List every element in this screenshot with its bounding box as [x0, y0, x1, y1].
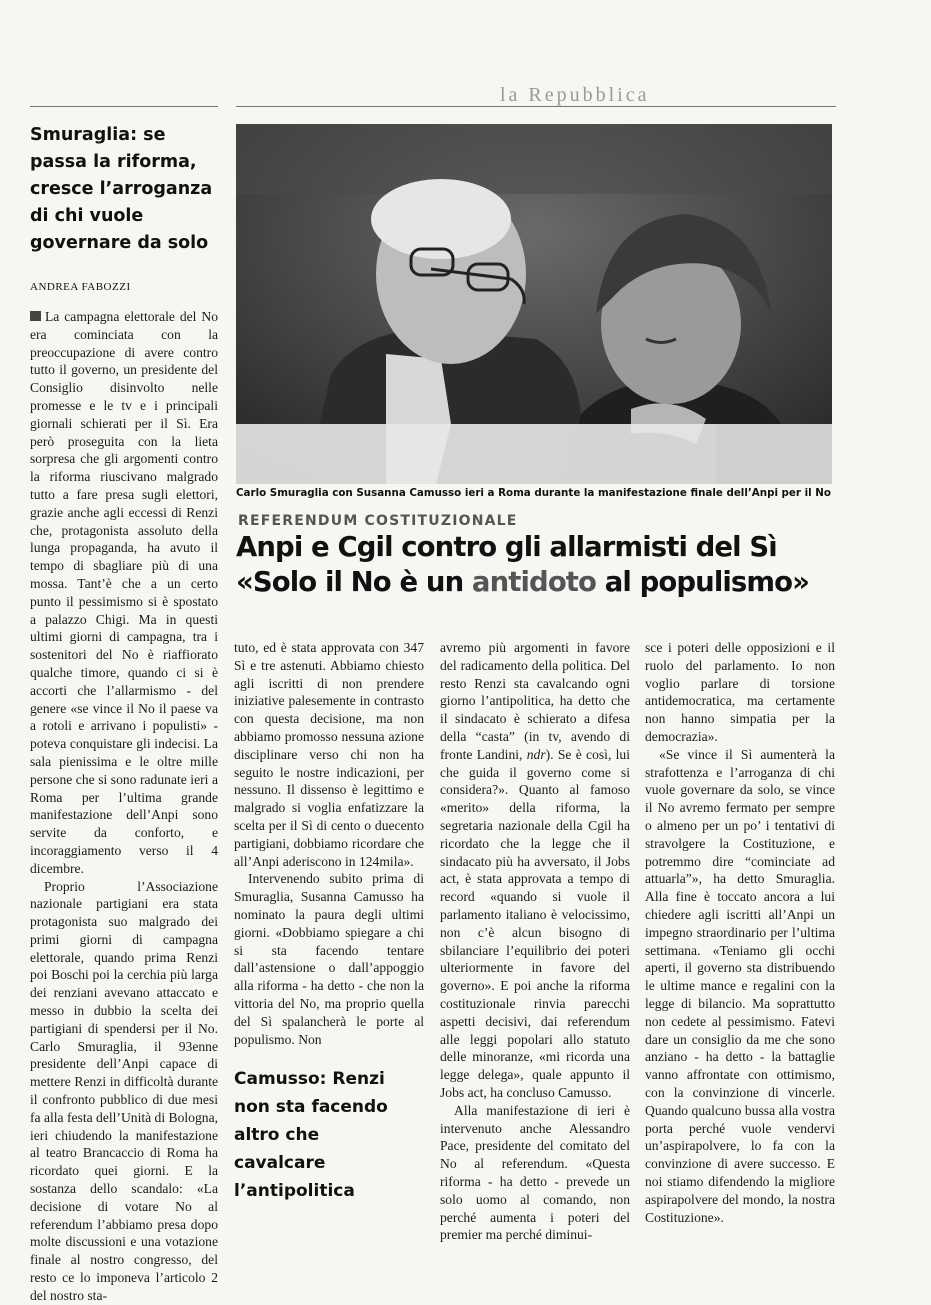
- headline-line-2: «Solo il No è un antidoto al populismo»: [236, 566, 809, 598]
- sidebar-headline-line: di chi vuole: [30, 206, 144, 226]
- article-column-3: [440, 639, 630, 1244]
- article-column-2: [234, 639, 424, 1048]
- pull-quote: [234, 1065, 424, 1205]
- photo-caption: Carlo Smuraglia con Susanna Camusso ieri a Roma durante la manifestazione finale dell’Anpi per il No: [236, 487, 831, 499]
- author-byline: ANDREA FABOZZI: [30, 281, 131, 293]
- photo-smuraglia-camusso: [236, 124, 832, 484]
- main-headline: [236, 530, 836, 600]
- paragraph: La campagna elettorale del No era cominciata con la preoccupazione di avere contro tutto il governo, un presidente del Consiglio disinvolto nelle promesse e le tv e i principali giornali schierati per il Sì. Era però proseguita con la lieta sorpresa che gli argomenti contro la riforma riuscivano malgrado tutto a fare presa sugli elettori, grazie anche agli eccessi di Renzi che, protagonista assoluto della lunga propaganda, ha avuto il tempo di sbagliare più di una mossa. Tant’è che a un certo punto il pessimismo si è spostato a palazzo Chigi. Ma in questi ultimi giorni di campagna, tra i sostenitori del No è riaffiorato qualche timore, quando ci si è accorti che l’allarmismo - del genere «se vince il No il paese va a rotoli e arrivano i populisti» - poteva conquistare gli indecisi. La sala pienissima e le oltre mille persone che si sono radunate ieri a Roma per l’ultima grande manifestazione dell’Anpi sono servite da conforto, e incoraggiamento verso il 4 dicembre.: [30, 309, 218, 876]
- pull-quote-line: l’antipolitica: [234, 1181, 355, 1201]
- sidebar-headline-line: Smuraglia: se: [30, 125, 166, 145]
- pull-quote-line: cavalcare: [234, 1153, 326, 1173]
- pull-quote-line: non sta facendo: [234, 1097, 388, 1117]
- paragraph: Alla manifestazione di ieri è intervenuto anche Alessandro Pace, presidente del comitato del No al referendum. «Questa riforma - ha detto - prevede un solo uomo al comando, non perché aumenta i poteri del premier ma perché diminui-: [440, 1102, 630, 1243]
- paragraph: «Se vince il Sì aumenterà la strafottenza e l’arroganza di chi vuole governare da solo, se vince il No avremo fermato per sempre o almeno per un po’ i tentativi di stravolgere la Costituzione, e potremmo dire “cominciate ad attuarla”», ha detto Smuraglia. Alla fine è toccato ancora a lui chiedere agli iscritti all’Anpi un impegno straordinario per l’ultima settimana. «Teniamo gli occhi aperti, il governo sta distribuendo le ultime mance e regalini con la legge di bilancio. Ma soprattutto non cedete al pessimismo. Fatevi dare un consiglio da me che sono anziano - ha detto - la battaglie vanno affrontate con ottimismo, con la convinzione di vincerle. Quando qualcuno bussa alla vostra porta perché vuole vendervi un’aspirapolvere, lo fa con la convinzione di avere successo. E noi stiamo difendendo la migliore aspirapolvere del mondo, la nostra Costituzione».: [645, 746, 835, 1225]
- top-rule-right: [236, 106, 836, 107]
- sidebar-headline-line: cresce l’arroganza: [30, 179, 213, 199]
- section-kicker: REFERENDUM COSTITUZIONALE: [238, 513, 518, 529]
- paragraph: avremo più argomenti in favore del radicamento della politica. Del resto Renzi sta cavalcando ogni giorno l’antipolitica, ha detto che il sindacato è schierato a difesa della “casta” (in tv, avendo di fronte Landini, ndr). Se è così, lui che guida il governo come si considera?». Quanto al famoso «merito» della riforma, la segretaria nazionale della Cgil ha ricordato che la legge che il sindacato più ha avversato, il Jobs act, è stata approvata a tempo di record «quando si vuole il parlamento italiano è velocissimo, non c’è alcun bisogno di sbilanciare l’equilibrio dei poteri ulteriormente in favore del governo». E poi anche la riforma costituzionale rinvia parecchi aspetti decisivi, dai referendum alle leggi popolari allo statuto delle minoranze, «mi ricorda una legge delega», quale appunto il Jobs act, ha concluso Camusso.: [440, 640, 631, 1100]
- sidebar-headline: [30, 122, 220, 257]
- paragraph: tuto, ed è stata approvata con 347 Sì e tre astenuti. Abbiamo chiesto agli iscritti di non prendere iniziative palesemente in contrasto con questa decisione, ma non abbiamo promosso nessuna azione disciplinare verso chi non ha seguito le nostre indicazioni, per nessuno. Il dissenso è legittimo e malgrado si voglia enfatizzare la scelta per il Sì di cento o duecento partigiani, dobbiamo ricordare che all’Anpi aderiscono in 124mila».: [234, 640, 424, 869]
- article-column-4: [645, 639, 835, 1226]
- paragraph: Intervenendo subito prima di Smuraglia, Susanna Camusso ha nominato la paura degli ultimi giorni. «Dobbiamo spiegare a chi si sta facendo tentare dall’astensione o dall’appoggio alla riforma - ha detto - che non la vittoria del No, ma proprio quella del Sì spalancherà le porte al populismo. Non: [234, 871, 424, 1047]
- top-rule-left: [30, 106, 218, 107]
- headline-line-1: Anpi e Cgil contro gli allarmisti del Sì: [236, 531, 777, 563]
- paragraph: sce i poteri delle opposizioni e il ruolo del parlamento. Io non voglio parlare di torsione antidemocratica, ma certamente non hanno simpatia per la democrazia».: [645, 640, 835, 744]
- sidebar-headline-line: governare da solo: [30, 233, 209, 253]
- paragraph: Proprio l’Associazione nazionale partigiani era stata protagonista suo malgrado dei primi giorni di campagna elettorale, quando prima Renzi poi Boschi poi la cerchia più larga dei renziani avevano attaccato e messo in dubbio la scelta dei partigiani di spendersi per il No. Carlo Smuraglia, il 93enne presidente dell’Anpi capace di mettere Renzi in difficoltà durante il confronto pubblico di due mesi fa alla festa dell’Unità di Bologna, ieri chiudendo la manifestazione al teatro Brancaccio di Roma ha ricordato quei giorni. E la sostanza dello scandalo: «La decisione di votare No al referendum l’abbiamo presa dopo molte discussioni e una votazione finale al nostro congresso, del resto ce lo imponeva l’articolo 2 del nostro sta-: [30, 878, 218, 1303]
- masthead-fragment: la Repubblica: [500, 84, 650, 106]
- news-photo: [236, 124, 832, 484]
- section-marker-icon: [30, 311, 41, 321]
- pull-quote-line: Camusso: Renzi: [234, 1069, 385, 1089]
- pull-quote-line: altro che: [234, 1125, 320, 1145]
- headline-highlight: antidoto: [471, 566, 597, 598]
- article-column-1: [30, 308, 218, 1305]
- sidebar-headline-line: passa la riforma,: [30, 152, 197, 172]
